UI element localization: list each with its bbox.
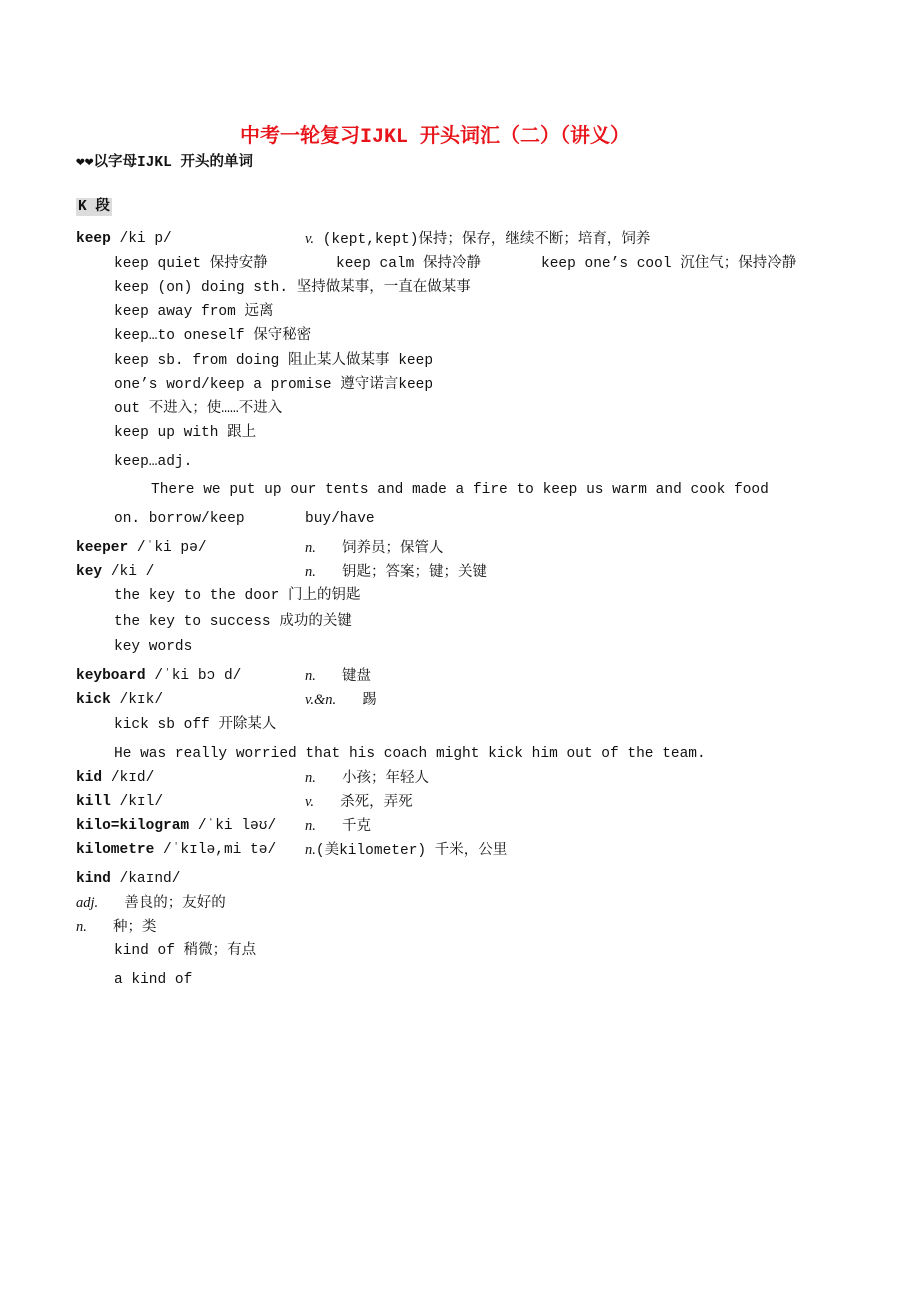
entry-kill-headword xyxy=(76,793,163,811)
entry-kind-sense-n xyxy=(76,918,156,937)
entry-def: 饲养员；保管人 xyxy=(341,541,444,557)
entry-word: kick xyxy=(76,692,111,708)
entry-phonetic: /ki p/ xyxy=(119,231,172,247)
entry-pos: n. xyxy=(305,564,316,580)
entry-pos: n. xyxy=(305,668,316,684)
entry-def: (美kilometer) 千米，公里 xyxy=(315,843,508,859)
entry-word: kilometre xyxy=(76,842,155,858)
entry-word: key xyxy=(76,564,103,580)
example-sentence: There we put up our tents and made a fire to keep us warm and cook food xyxy=(151,482,769,498)
entry-word: kind xyxy=(76,871,111,887)
section-heading: K 段 xyxy=(78,199,110,215)
phrase: keep away from 远离 xyxy=(114,304,274,320)
entry-def: 善良的；友好的 xyxy=(124,896,226,912)
entry-def: 钥匙；答案；键；关键 xyxy=(341,565,487,581)
entry-kilo-definition xyxy=(305,817,371,836)
phrase: kick sb off 开除某人 xyxy=(114,717,277,733)
entry-keyboard-definition xyxy=(305,667,371,686)
phrase: keep quiet 保持安静 xyxy=(114,256,268,272)
phrase: keep sb. from doing 阻止某人做某事 keep xyxy=(114,353,434,369)
entry-word: keeper xyxy=(76,540,129,556)
entry-pos: n. xyxy=(305,818,316,834)
subtitle: ❤❤以字母IJKL 开头的单词 xyxy=(76,155,253,171)
entry-def: (kept,kept)保持；保存，继续不断；培育，饲养 xyxy=(322,232,651,248)
entry-pos: n. xyxy=(76,919,87,935)
entry-word: kill xyxy=(76,794,111,810)
entry-kilometre-definition xyxy=(305,841,507,860)
phrase: keep (on) doing sth. 坚持做某事，一直在做某事 xyxy=(114,280,471,296)
entry-pos: v.&n. xyxy=(305,692,337,708)
entry-kilometre-headword xyxy=(76,841,276,859)
phrase: on. borrow/keep xyxy=(114,511,245,527)
entry-kick-definition xyxy=(305,691,377,710)
entry-def: 种；类 xyxy=(112,920,157,936)
phrase: keep…to oneself 保守秘密 xyxy=(114,328,312,344)
entry-phonetic: /kɪk/ xyxy=(119,692,164,708)
phrase: keep up with 跟上 xyxy=(114,425,257,441)
entry-phonetic: /ˈkɪlə,mi tə/ xyxy=(163,842,277,858)
entry-keyboard-headword xyxy=(76,667,241,685)
phrase: keep…adj. xyxy=(114,454,193,470)
entry-kick-headword xyxy=(76,691,163,709)
example-sentence: He was really worried that his coach might kick him out of the team. xyxy=(114,746,706,762)
entry-keeper-headword xyxy=(76,539,207,557)
entry-phonetic: /kɪd/ xyxy=(110,770,155,786)
entry-pos: n. xyxy=(305,842,316,858)
entry-phonetic: /kaɪnd/ xyxy=(119,871,181,887)
phrase: the key to success 成功的关键 xyxy=(114,614,352,630)
entry-kid-definition xyxy=(305,769,429,788)
entry-pos: n. xyxy=(305,540,316,556)
entry-phonetic: /ˈki pə/ xyxy=(136,540,207,556)
phrase: one’s word/keep a promise 遵守诺言keep xyxy=(114,377,434,393)
entry-pos: adj. xyxy=(76,895,99,911)
entry-keeper-definition xyxy=(305,539,443,558)
entry-key-definition xyxy=(305,563,487,582)
entry-def: 踢 xyxy=(362,693,377,709)
entry-phonetic: /ˈki ləʊ/ xyxy=(197,818,277,834)
entry-def: 千克 xyxy=(341,819,371,835)
phrase: a kind of xyxy=(114,972,193,988)
entry-key-headword xyxy=(76,563,154,581)
entry-word: kid xyxy=(76,770,103,786)
phrase: buy/have xyxy=(305,511,375,527)
entry-kill-definition xyxy=(305,793,413,812)
entry-word: kilo=kilogram xyxy=(76,818,190,834)
entry-phonetic: /ˈki bɔ d/ xyxy=(154,668,242,684)
entry-phonetic: /kɪl/ xyxy=(119,794,164,810)
entry-word: keyboard xyxy=(76,668,146,684)
entry-pos: v. xyxy=(305,231,314,247)
entry-kid-headword xyxy=(76,769,154,787)
entry-def: 杀死，弄死 xyxy=(340,795,413,811)
phrase: key words xyxy=(114,639,193,655)
phrase: out 不进入；使……不进入 xyxy=(114,401,283,417)
entry-kind-sense-adj xyxy=(76,894,226,913)
entry-pos: v. xyxy=(305,794,314,810)
entry-kilo-headword xyxy=(76,817,276,835)
page-title: 中考一轮复习IJKL 开头词汇（二）（讲义） xyxy=(240,126,631,149)
entry-def: 小孩；年轻人 xyxy=(341,771,429,787)
entry-keep-headword xyxy=(76,230,172,248)
entry-word: keep xyxy=(76,231,111,247)
entry-kind-headword xyxy=(76,870,180,888)
entry-phonetic: /ki / xyxy=(110,564,155,580)
entry-keep-definition xyxy=(305,230,650,249)
phrase: keep one’s cool 沉住气；保持冷静 xyxy=(541,256,797,272)
phrase: keep calm 保持冷静 xyxy=(336,256,482,272)
phrase: kind of 稍微；有点 xyxy=(114,943,257,959)
entry-pos: n. xyxy=(305,770,316,786)
entry-def: 键盘 xyxy=(341,669,371,685)
phrase: the key to the door 门上的钥匙 xyxy=(114,588,361,604)
